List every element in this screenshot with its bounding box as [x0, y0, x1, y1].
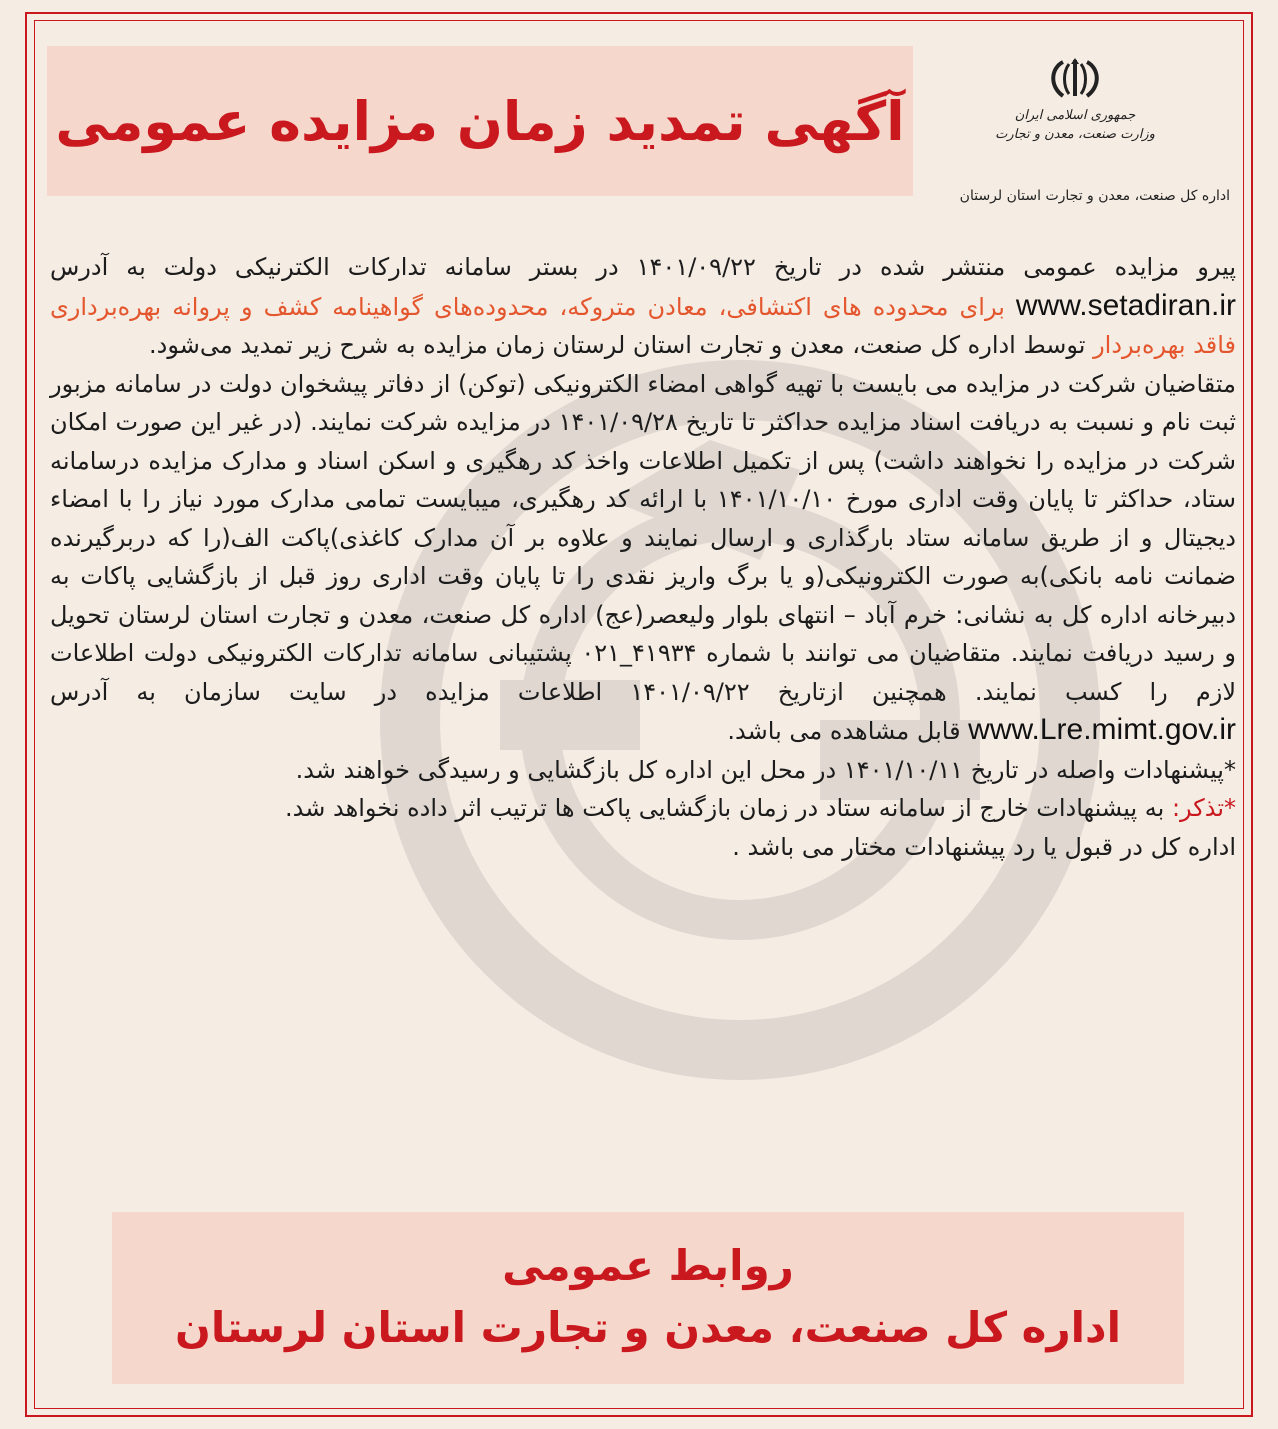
intro-text-a: پیرو مزایده عمومی منتشر شده در تاریخ ۱۴۰۱/۰۹/۲۲ در بستر سامانه تدارکات الکترنیکی دولت به آدرس: [50, 253, 1237, 281]
page-title: آگهی تمدید زمان مزایده عمومی: [55, 89, 905, 153]
paragraph-instructions: [50, 365, 1236, 751]
title-banner: [47, 46, 913, 196]
paragraph-opening: [50, 751, 1236, 790]
asterisk-red-icon: *: [1224, 794, 1236, 822]
paragraph-intro: [50, 248, 1236, 365]
paragraph-note: [50, 789, 1236, 828]
discretion-text: اداره کل در قبول یا رد پیشنهادات مختار می باشد .: [732, 832, 1236, 861]
intro-text-b: توسط اداره کل صنعت، معدن و تجارت استان لرستان زمان مزایده به شرح زیر تمدید می‌شود.: [149, 331, 1094, 359]
notice-body: [50, 248, 1236, 866]
setadiran-link[interactable]: www.setadiran.ir: [1015, 288, 1236, 322]
footer-organization: اداره کل صنعت، معدن و تجارت استان لرستان: [175, 1303, 1121, 1352]
paragraph-discretion: [50, 828, 1236, 867]
intro-highlight: برای محدوده های اکتشافی، معادن متروکه، محدوده‌های گواهینامه کشف و پروانه بهره‌برداری فاقد بهره‌بردار: [50, 292, 1236, 359]
lre-mimt-link[interactable]: www.Lre.mimt.gov.ir: [968, 713, 1236, 746]
note-text: به پیشنهادات خارج از سامانه ستاد در زمان بازگشایی پاکت ها ترتیب اثر داده نخواهد شد.: [285, 794, 1172, 822]
instructions-text-a: متقاضیان شرکت در مزایده می بایست با تهیه گواهی امضاء الکترونیکی (توکن) از دفاتر پیشخوان دولت در سامانه مزبور ثبت نام و نسبت به دریافت اسناد مزایده حداکثر تا تاریخ ۱۴۰۱/۰۹/۲۸ در مزایده شرکت نمایند. (در غیر این صورت امکان شرکت در مزایده را نخواهند داشت) پس از تکمیل اطلاعات واخذ کد رهگیری و اسکن اسناد و مدارک مزایده درسامانه ستاد، حداکثر تا پایان وقت اداری مورخ ۱۴۰۱/۱۰/۱۰ با ارائه کد رهگیری، میبایست تمامی مدارک مورد نیاز را با امضاء دیجیتال و از طریق سامانه ستاد بارگذاری و ارسال نمایند و علاوه بر آن مدارک کاغذی)پاکت الف(را که دربرگیرنده ضمانت نامه بانکی)به صورت الکترونیکی(و یا برگ واریز نقدی را تا پایان وقت اداری روز قبل از بازگشایی پاکات به دبیرخانه اداره کل به نشانی: خرم آباد – انتهای بلوار ولیعصر(عج) اداره کل صنعت، معدن و تجارت استان لرستان تحویل و رسید دریافت نمایند. متقاضیان می توانند با شماره ۴۱۹۳۴_۰۲۱ پشتیبانی سامانه تدارکات الکترونیکی دولت اطلاعات لازم را کسب نمایند. همچنین ازتاریخ ۱۴۰۱/۰۹/۲۲ اطلاعات مزایده در سایت سازمان به آدرس: [50, 369, 1237, 706]
emblem-line-1: جمهوری اسلامی ایران: [1014, 108, 1136, 123]
footer-banner: [112, 1212, 1184, 1384]
org-name: اداره کل صنعت، معدن و تجارت استان لرستان: [959, 188, 1230, 204]
emblem-line-2: وزارت صنعت، معدن و تجارت: [995, 127, 1155, 142]
footer-public-relations: روابط عمومی: [502, 1241, 794, 1290]
iran-emblem-icon: [1043, 56, 1107, 102]
instructions-text-b: قابل مشاهده می باشد.: [727, 717, 969, 745]
opening-text: پیشنهادات واصله در تاریخ ۱۴۰۱/۱۰/۱۱ در محل این اداره کل بازگشایی و رسیدگی خواهند شد.: [295, 755, 1224, 784]
asterisk-icon: *: [1224, 755, 1236, 784]
note-label: تذکر:: [1171, 794, 1224, 822]
ministry-emblem: [975, 56, 1175, 176]
